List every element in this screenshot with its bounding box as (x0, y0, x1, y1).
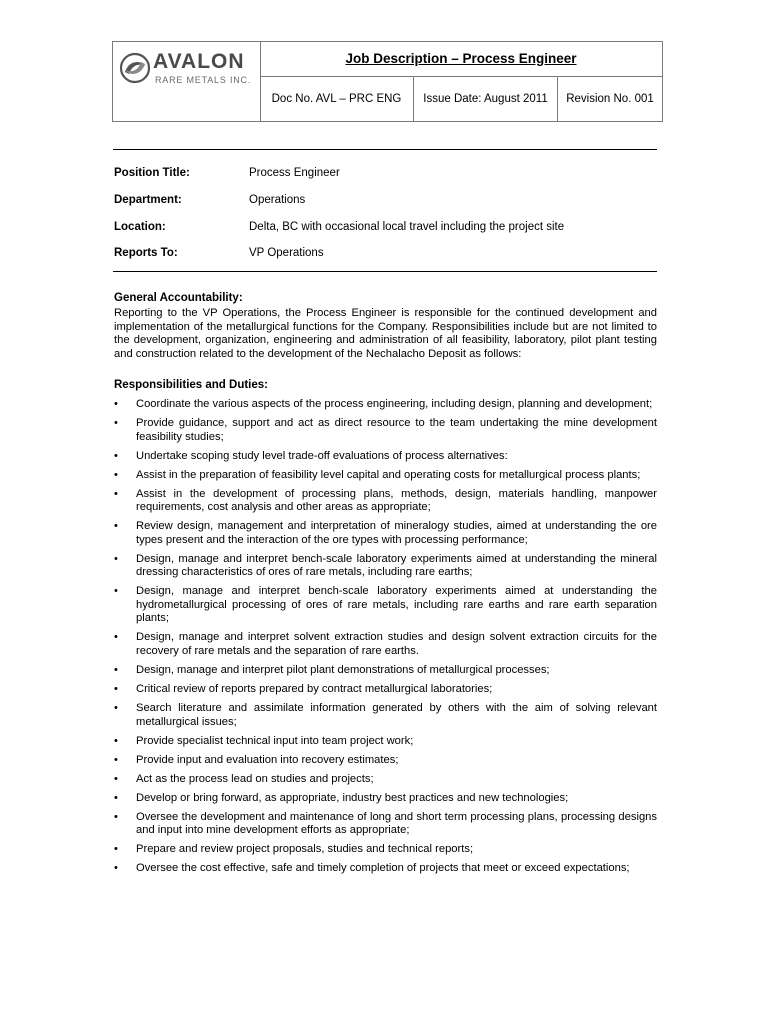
duty-item (114, 683, 657, 697)
duty-item (114, 664, 657, 678)
bullet-icon: • (114, 398, 118, 410)
department-value: Operations (249, 194, 306, 206)
general-accountability-heading: General Accountability: (114, 292, 243, 304)
duty-text: Assist in the development of processing plans, methods, design, materials handling, manpower requirements, cost analysis and other areas as appropriate; (136, 487, 657, 514)
bottom-divider (113, 271, 657, 272)
duty-item (114, 862, 657, 876)
bullet-icon: • (114, 791, 118, 804)
bullet-icon: • (114, 701, 118, 714)
duty-item (114, 585, 657, 626)
duty-text: Review design, management and interpretation of mineralogy studies, aimed at understanding the ore types present and the interaction of the ore types with processing performance; (136, 520, 657, 546)
duty-item (114, 398, 657, 412)
bullet-icon: • (114, 862, 118, 875)
bullet-icon: • (114, 468, 118, 481)
bullet-icon: • (114, 520, 118, 533)
bullet-icon: • (114, 585, 118, 598)
revision-number: Revision No. 001 (566, 93, 654, 105)
duty-text: Provide input and evaluation into recovery estimates; (136, 753, 399, 766)
duty-text: Prepare and review project proposals, studies and technical reports; (136, 843, 474, 856)
duty-text: Act as the process lead on studies and projects; (136, 772, 374, 785)
position-title-label: Position Title: (114, 167, 190, 179)
bullet-icon: • (114, 449, 118, 462)
duty-text: Design, manage and interpret bench-scale laboratory experiments aimed at understanding the mineral dressing characteristics of ores of rare metals, including rare earths; (136, 552, 657, 579)
reports-to-value: VP Operations (249, 247, 324, 259)
responsibilities-heading: Responsibilities and Duties: (114, 379, 268, 391)
duty-text: Coordinate the various aspects of the process engineering, including design, planning and development; (136, 398, 653, 410)
bullet-icon: • (114, 552, 118, 565)
bullet-icon: • (114, 416, 118, 429)
issue-date: Issue Date: August 2011 (414, 77, 558, 121)
duty-item (114, 811, 657, 838)
duty-text: Design, manage and interpret pilot plant demonstrations of metallurgical processes; (136, 664, 550, 677)
duty-item (114, 469, 657, 483)
duty-text: Design, manage and interpret solvent extraction studies and design solvent extraction circuits for the recovery of rare metals and the separation of rare earths. (136, 631, 657, 658)
duty-item (114, 631, 657, 658)
location-value: Delta, BC with occasional local travel including the project site (249, 221, 565, 233)
bullet-icon: • (114, 843, 118, 856)
duty-text: Develop or bring forward, as appropriate, industry best practices and new technologies; (136, 791, 569, 804)
duties-list (114, 398, 657, 881)
duty-item (114, 520, 657, 547)
duty-text: Provide specialist technical input into team project work; (136, 734, 414, 747)
top-divider (113, 149, 657, 150)
logo-subtitle: RARE METALS INC. (155, 75, 252, 85)
duty-item (114, 843, 657, 857)
bullet-icon: • (114, 772, 118, 785)
bullet-icon: • (114, 753, 118, 766)
location-label: Location: (114, 221, 166, 233)
duty-item (114, 488, 657, 515)
document-title: Job Description – Process Engineer (260, 42, 662, 77)
duty-item (114, 754, 657, 768)
bullet-icon: • (114, 664, 118, 677)
bullet-icon: • (114, 683, 118, 695)
duty-item (114, 553, 657, 580)
duty-text: Assist in the preparation of feasibility level capital and operating costs for metallurgical process plants; (136, 468, 641, 481)
general-accountability-text: Reporting to the VP Operations, the Process Engineer is responsible for the continued development and implementation of the metallurgical functions for the Company. Responsibilities include but are not limited to the development, organization, engineering and administration of all feasibility, laboratory, pilot plant testing and construction related to the development of the Nechalacho Deposit as follows: (114, 307, 657, 360)
duty-item (114, 735, 657, 749)
avalon-swirl-icon (119, 52, 151, 84)
position-title-value: Process Engineer (249, 167, 340, 179)
duty-item (114, 792, 657, 806)
doc-number: Doc No. AVL – PRC ENG (260, 77, 414, 121)
duty-text: Search literature and assimilate information generated by others with the aim of solving relevant metallurgical issues; (136, 701, 657, 728)
duty-item (114, 450, 657, 464)
bullet-icon: • (114, 734, 118, 747)
duty-text: Oversee the development and maintenance of long and short term processing plans, processing designs and input into mine development efforts as appropriate; (136, 810, 657, 837)
bullet-icon: • (114, 487, 118, 500)
duty-item (114, 702, 657, 729)
duty-text: Provide guidance, support and act as direct resource to the team undertaking the mine development feasibility studies; (136, 416, 657, 443)
duty-text: Critical review of reports prepared by contract metallurgical laboratories; (136, 683, 493, 695)
duty-text: Oversee the cost effective, safe and timely completion of projects that meet or exceed expectations; (136, 862, 630, 875)
duty-item (114, 773, 657, 787)
company-logo (113, 42, 261, 121)
duty-text: Design, manage and interpret bench-scale laboratory experiments aimed at understanding the hydrometallurgical processing of ores of rare metals, including rare earths and rare earth separation plants; (136, 585, 657, 625)
reports-to-label: Reports To: (114, 247, 178, 259)
department-label: Department: (114, 194, 182, 206)
duty-text: Undertake scoping study level trade-off evaluations of process alternatives: (136, 449, 508, 462)
duty-item (114, 417, 657, 444)
bullet-icon: • (114, 631, 118, 644)
document-header-table (112, 41, 663, 122)
bullet-icon: • (114, 810, 118, 823)
logo-wordmark: AVALON (153, 50, 245, 73)
